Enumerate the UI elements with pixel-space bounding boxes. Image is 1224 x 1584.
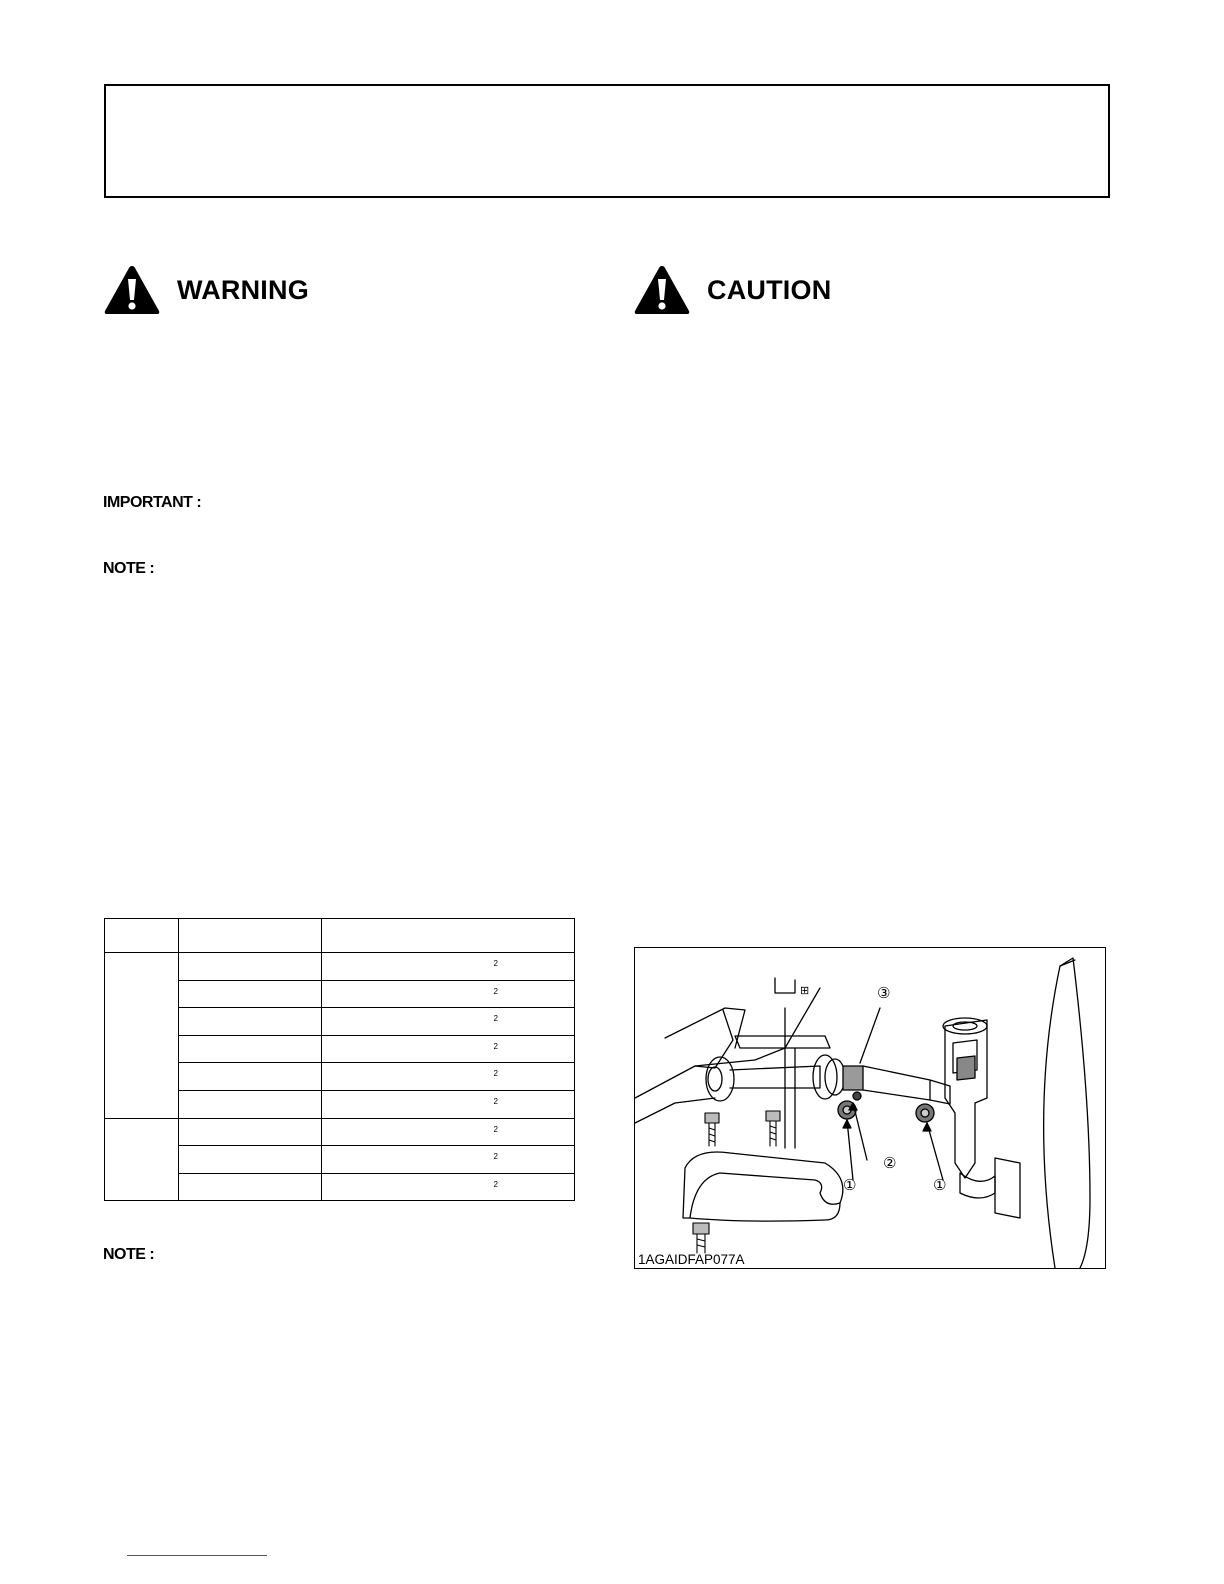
superscript: 2 [493,1179,498,1189]
note-label-2 [103,1246,154,1264]
important-colon: : [196,494,202,511]
superscript: 2 [493,959,498,968]
table-cell [322,1008,575,1036]
caution-label: CAUTION [707,274,832,305]
warning-label: WARNING [177,274,309,305]
callout-1-right: ① [933,1176,947,1194]
spec-table [104,918,575,1201]
callout-2: ② [883,1154,897,1172]
table-cell [322,1173,575,1201]
table-cell [322,980,575,1008]
callout-3: ③ [877,984,891,1002]
table-cell [179,1063,322,1091]
note-colon-2: : [149,1246,155,1263]
table-cell [179,1173,322,1201]
table-cell [179,1008,322,1036]
caution-heading [633,264,831,316]
warning-triangle-icon [103,264,161,316]
table-cell [322,1035,575,1063]
table-cell [179,1090,322,1118]
superscript: 2 [493,1124,498,1134]
table-header-row [105,919,575,953]
table-cell [322,1063,575,1091]
table-header-cell [179,919,322,953]
table-cell [322,1118,575,1146]
table-cell [322,1146,575,1174]
table-row [105,1118,575,1146]
table-cell [179,1035,322,1063]
exhaust-assembly-drawing [635,948,1105,1268]
table-cell [179,1146,322,1174]
warning-heading [103,264,309,316]
important-label [103,494,201,512]
note-text-2: NOTE [103,1246,146,1263]
note-colon-1: : [149,560,155,577]
superscript: 2 [493,1069,498,1079]
superscript: 2 [493,1152,498,1162]
table-header-cell [322,919,575,953]
footer-link-underline[interactable] [127,1555,267,1556]
table-group-cell [105,953,179,1119]
caution-triangle-icon [633,264,691,316]
note-text-1: NOTE [103,560,146,577]
table-cell [179,1118,322,1146]
header-box [104,84,1110,198]
technical-illustration [634,947,1106,1269]
table-cell [179,953,322,981]
superscript: 2 [493,1041,498,1051]
superscript: 2 [493,1014,498,1024]
table-header-cell [105,919,179,953]
superscript: 2 [493,1096,498,1106]
callout-1-left: ① [843,1176,857,1194]
important-text: IMPORTANT [103,494,193,511]
figure-id: 1AGAIDFAP077A [638,1252,745,1267]
svg-text:⊞: ⊞ [800,985,810,997]
note-label-1 [103,560,154,578]
table-cell [322,953,575,981]
table-cell [179,980,322,1008]
superscript: 2 [493,986,498,996]
table-cell [322,1090,575,1118]
table-row [105,953,575,981]
table-group-cell [105,1118,179,1201]
